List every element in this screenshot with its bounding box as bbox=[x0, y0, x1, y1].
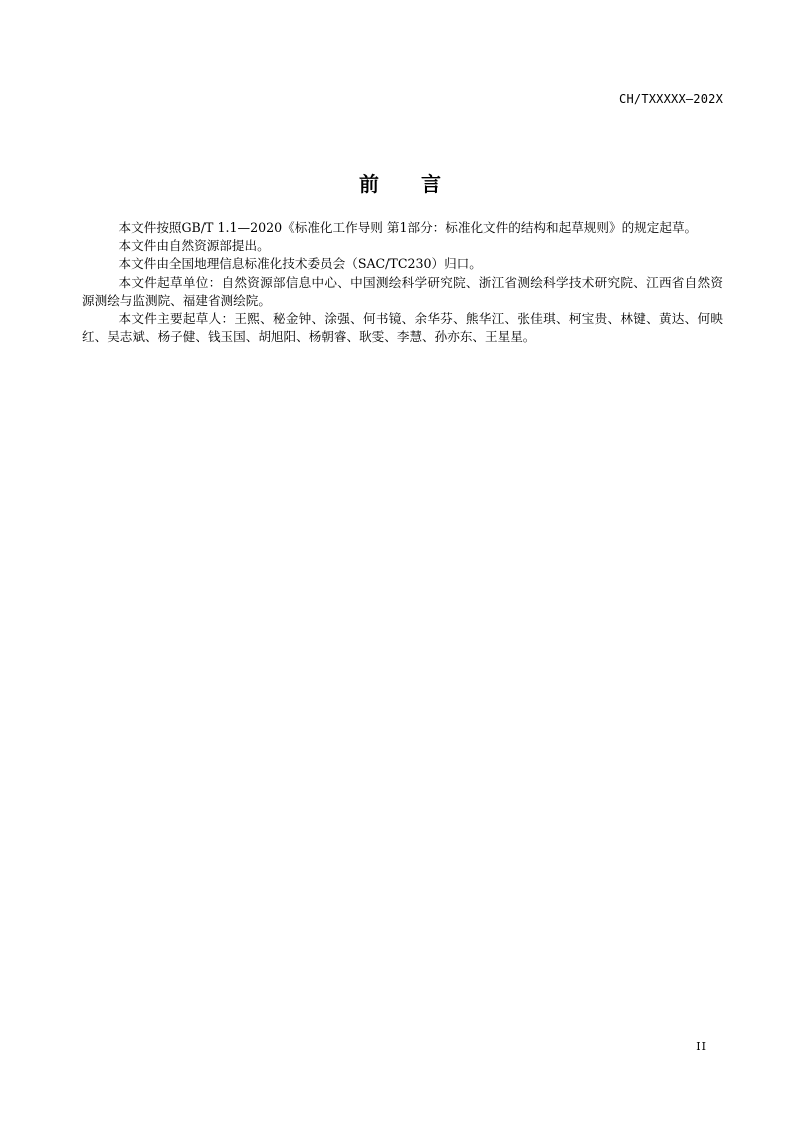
paragraph-drafting-rules: 本文件按照GB/T 1.1—2020《标准化工作导则 第1部分：标准化文件的结构和起草规则》的规定起草。 bbox=[118, 220, 698, 235]
title-char-2: 言 bbox=[421, 172, 441, 196]
document-code: CH/TXXXXX—202X bbox=[619, 92, 723, 106]
page-title bbox=[0, 168, 800, 197]
paragraph-drafters: 本文件主要起草人：王熙、秘金钟、涂强、何书镜、余华芬、熊华江、张佳琪、柯宝贵、林键、黄达、何映红、吴志斌、杨子健、钱玉国、胡旭阳、杨朝睿、耿雯、李慧、孙亦东、王星星。 bbox=[82, 311, 723, 345]
title-char-1: 前 bbox=[359, 172, 379, 196]
page-number: II bbox=[696, 1040, 707, 1053]
paragraph-proposer: 本文件由自然资源部提出。 bbox=[118, 238, 270, 254]
paragraph-drafting-units: 本文件起草单位：自然资源部信息中心、中国测绘科学研究院、浙江省测绘科学技术研究院、江西省自然资源测绘与监测院、福建省测绘院。 bbox=[82, 274, 723, 308]
foreword-body bbox=[82, 219, 723, 346]
paragraph-committee: 本文件由全国地理信息标准化技术委员会（SAC/TC230）归口。 bbox=[118, 256, 482, 272]
